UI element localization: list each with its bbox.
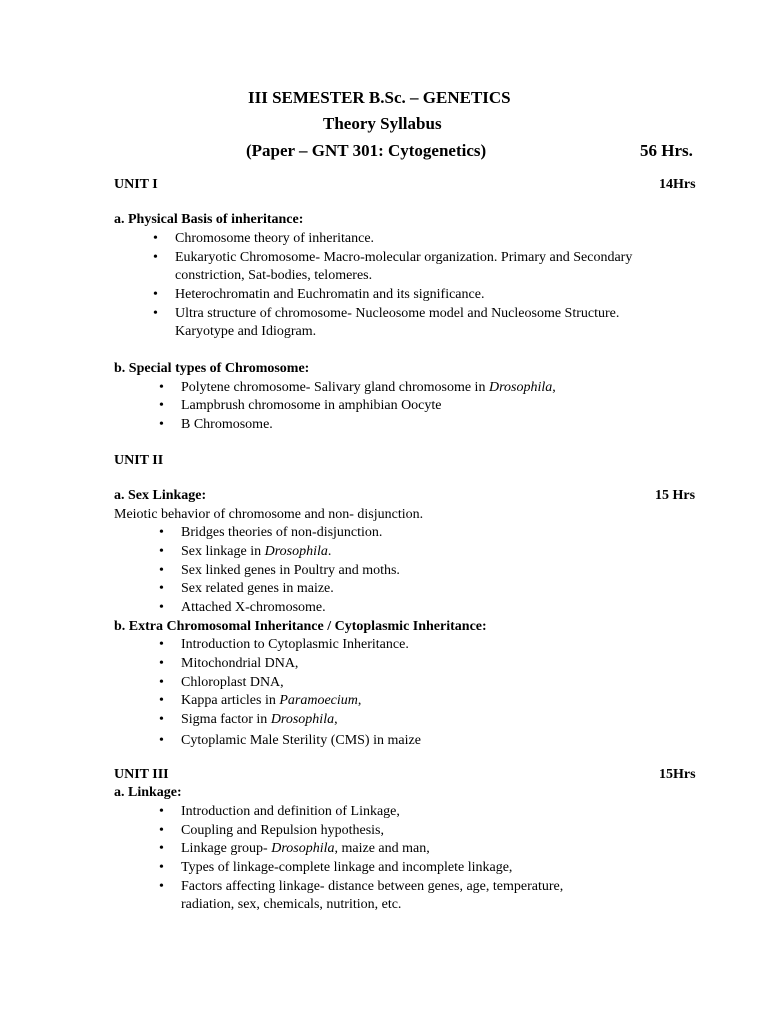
- list-item: • Types of linkage-complete linkage and incomplete linkage,: [159, 860, 513, 875]
- list-item: • Heterochromatin and Euchromatin and its significance.: [153, 287, 485, 302]
- list-item: • Bridges theories of non-disjunction.: [159, 525, 383, 540]
- list-item: • B Chromosome.: [159, 417, 273, 432]
- list-item: • Polytene chromosome- Salivary gland chromosome in Drosophila,: [159, 380, 556, 395]
- list-item: • Linkage group- Drosophila, maize and man,: [159, 841, 430, 856]
- title-total-hours: 56 Hrs.: [640, 141, 693, 160]
- list-item: • Ultra structure of chromosome- Nucleosome model and Nucleosome Structure.: [153, 306, 620, 321]
- unit1-title: UNIT I: [114, 177, 158, 192]
- list-item: • Eukaryotic Chromosome- Macro-molecular organization. Primary and Secondary: [153, 250, 633, 265]
- list-item: • Chloroplast DNA,: [159, 675, 284, 690]
- list-item: • Introduction to Cytoplasmic Inheritance.: [159, 637, 409, 652]
- list-item: • Sex linked genes in Poultry and moths.: [159, 563, 400, 578]
- list-item: • Mitochondrial DNA,: [159, 656, 299, 671]
- list-item: • Chromosome theory of inheritance.: [153, 231, 375, 246]
- unit3-title: UNIT III: [114, 767, 169, 782]
- list-item: • Coupling and Repulsion hypothesis,: [159, 823, 384, 838]
- unit1-b-heading: b. Special types of Chromosome:: [114, 361, 310, 376]
- list-item: • Sex linkage in Drosophila.: [159, 544, 332, 559]
- list-item: • Sex related genes in maize.: [159, 581, 334, 596]
- unit3-hours: 15Hrs: [659, 767, 696, 782]
- title-theory-syllabus: Theory Syllabus: [323, 114, 442, 133]
- list-item-continuation: radiation, sex, chemicals, nutrition, etc.: [181, 897, 402, 912]
- list-item: • Cytoplamic Male Sterility (CMS) in maize: [159, 733, 421, 748]
- list-item: • Lampbrush chromosome in amphibian Oocyte: [159, 398, 442, 413]
- unit2-hours: 15 Hrs: [655, 488, 696, 503]
- title-paper: (Paper – GNT 301: Cytogenetics): [246, 141, 487, 160]
- list-item-continuation: constriction, Sat-bodies, telomeres.: [175, 268, 373, 283]
- list-item-continuation: Karyotype and Idiogram.: [175, 324, 317, 339]
- list-item: • Kappa articles in Paramoecium,: [159, 693, 362, 708]
- unit1-a-heading: a. Physical Basis of inheritance:: [114, 212, 304, 227]
- unit2-b-heading: b. Extra Chromosomal Inheritance / Cytoplasmic Inheritance:: [114, 619, 487, 634]
- unit2-a-intro: Meiotic behavior of chromosome and non- disjunction.: [114, 507, 424, 522]
- unit2-a-heading: a. Sex Linkage:: [114, 488, 207, 503]
- list-item: • Introduction and definition of Linkage,: [159, 804, 400, 819]
- list-item: • Attached X-chromosome.: [159, 600, 326, 615]
- unit3-a-heading: a. Linkage:: [114, 785, 182, 800]
- unit2-title: UNIT II: [114, 453, 164, 468]
- unit1-hours: 14Hrs: [659, 177, 696, 192]
- title-semester: III SEMESTER B.Sc. – GENETICS: [248, 88, 511, 107]
- list-item: • Sigma factor in Drosophila,: [159, 712, 338, 727]
- list-item: • Factors affecting linkage- distance between genes, age, temperature,: [159, 879, 564, 894]
